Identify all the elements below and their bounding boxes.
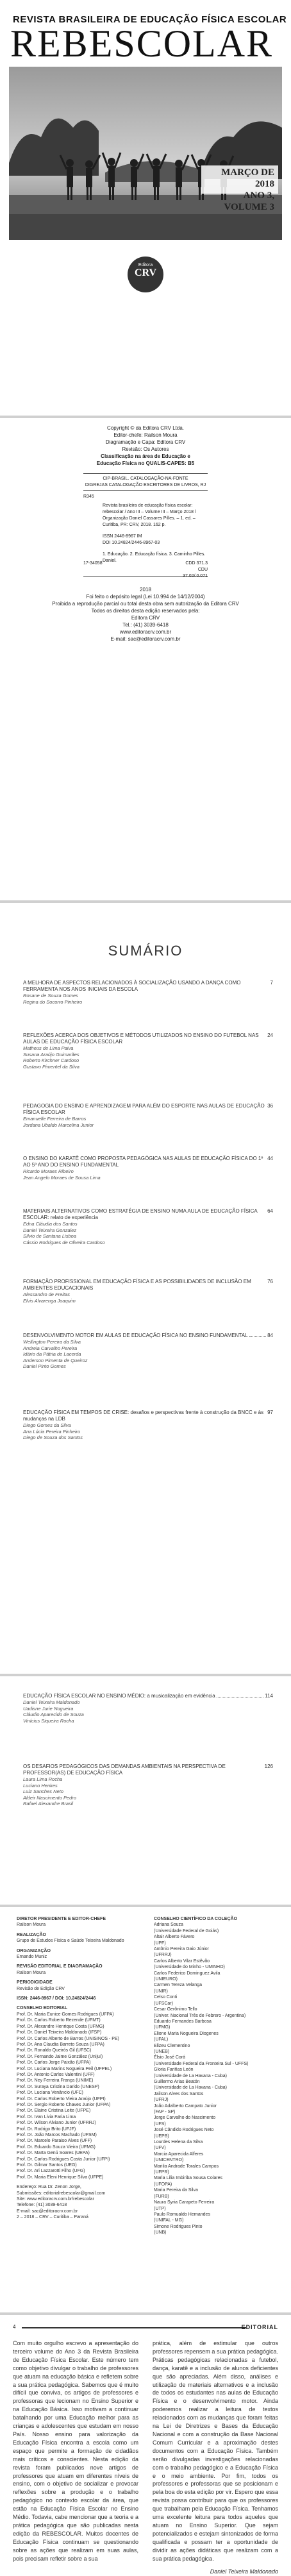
cover-subtitle: REVISTA BRASILEIRA DE EDUCAÇÃO FÍSICA ESCOLAR xyxy=(13,14,287,25)
entry-page: 36 xyxy=(267,1103,273,1109)
board-line: Carmen Tereza Velanga xyxy=(154,1983,202,1988)
board-line: (Universidade Federal da Fronteira Sul - UFFS) xyxy=(154,2061,249,2066)
board-line: Prof. Dr. Maria Eleni Henrique Silva (UFPE) xyxy=(17,2175,104,2180)
board-line: Prof. Dr. Luciana Marins Nogueira Peil (UFPEL) xyxy=(17,2066,112,2071)
editorial-label: EDITORIAL xyxy=(241,2324,278,2330)
qualis-line: Educação Física no QUALIS-CAPES: B5 xyxy=(96,460,195,466)
board-line: (UPF) xyxy=(154,1940,166,1946)
doi-line: DOI 10.24824/2446-8967-03 xyxy=(103,541,160,545)
board-page xyxy=(0,1907,291,2312)
board-line: Endereço: Rua Dr. Zenon Jorge, xyxy=(17,2185,81,2190)
entry-author: Elvis Alvarenga Joaquim xyxy=(23,1297,76,1304)
contents-title: SUMÁRIO xyxy=(108,943,183,959)
entry-page: 76 xyxy=(267,1279,273,1284)
catalog-heading xyxy=(83,476,208,489)
classification-line: Classificação na área de Educação e xyxy=(101,453,190,459)
board-line: Prof. Dr. Alexandre Henrique Costa (UFMG) xyxy=(17,2024,104,2029)
entry-author: Ricardo Moraes Ribeiro xyxy=(23,1168,74,1174)
copyright-line: Copyright © da Editora CRV Ltda. xyxy=(106,425,185,431)
catalog-code: R345 xyxy=(83,494,94,499)
board-line: Prof. Dr. Carlos Roberto Vieira Araújo (UFPI) xyxy=(17,2096,106,2101)
entry-author: Diego Gomes da Silva xyxy=(23,1422,71,1428)
catalog-heading-text: CIP-BRASIL. CATALOGAÇÃO-NA-FONTE xyxy=(103,476,188,481)
entry-author: Luciano Henkes xyxy=(23,1782,58,1789)
entry-page: 44 xyxy=(267,1156,273,1161)
board-line: (UFOPA) xyxy=(154,2182,172,2187)
entry-author: Alessandro de Freitas xyxy=(23,1292,70,1297)
board-line: Maria Pereira da Silva xyxy=(154,2188,198,2193)
board-line: (UFRJ) xyxy=(154,2098,169,2103)
contents-entry[interactable] xyxy=(23,1410,273,1441)
board-line: (UNIR) xyxy=(154,1989,168,1994)
board-line: (UNEB) xyxy=(154,2049,170,2054)
board-line: Altair Alberto Fávero xyxy=(154,1935,195,1940)
board-line: Elizeu Clementino xyxy=(154,2043,190,2048)
deposit-line-2: Proibida a reprodução parcial ou total desta obra sem autorização da Editora CRV xyxy=(52,601,239,607)
entry-author: Vinícius Siqueira Rocha xyxy=(23,1717,74,1724)
board-heading: DIRETOR PRESIDENTE E EDITOR-CHEFE xyxy=(17,1917,106,1921)
board-line: Prof. Dr. Maria Eunice Gomes Rodrigues (UFPA) xyxy=(17,2012,114,2017)
contents-entry[interactable] xyxy=(23,1103,273,1128)
board-line: (Universidade do Minho - UMINHO) xyxy=(154,1965,225,1970)
board-line: Prof. Dr. Ivan Livia Faria Lima xyxy=(17,2114,76,2119)
entry-title: DESENVOLVIMENTO MOTOR EM AULAS DE EDUCAÇÃO FÍSICA NO ENSINO FUNDAMENTAL xyxy=(23,1333,248,1338)
entry-author: Laura Lima Rocha xyxy=(23,1776,63,1782)
board-line: (UTP) xyxy=(154,2206,166,2211)
board-line: Adriana Souza xyxy=(154,1923,183,1928)
deposit-line-3: Todos os direitos desta edição reservados pela: xyxy=(91,608,200,614)
entry-author: Andreia Carvalho Pereira xyxy=(23,1345,78,1351)
contents-entry[interactable] xyxy=(23,1333,273,1370)
editorial-column-2 xyxy=(153,2339,278,2576)
board-line: (UFPR) xyxy=(154,2170,169,2175)
board-line: Prof. Dr. Gilmar Santos (UEG) xyxy=(17,2163,77,2168)
entry-page: 24 xyxy=(267,1032,273,1038)
board-line: Elione Maria Nogueira Diogenes xyxy=(154,2031,219,2036)
entry-author: Diego de Souza dos Santos xyxy=(23,1435,83,1440)
review-line: Revisão: Os Autores xyxy=(122,446,169,452)
catalog-subheading: DIGREJAS CATALOGAÇÃO ESCRITORES DE LIVROS, RJ xyxy=(85,483,206,487)
catalog-keywords: 1. Educação. 2. Educação física. 3. Caminho Pilles. Daniel. xyxy=(103,552,206,563)
entry-title: PEDAGOGIA DO ENSINO E APRENDIZAGEM PARA ALÉM DO ESPORTE NAS AULAS DE EDUCAÇÃO FÍSICA ESCOLAR xyxy=(23,1103,265,1115)
board-line: Prof. Dr. Sergio Roberto Chaves Junior (UFPA) xyxy=(17,2102,111,2107)
entry-author: Rafael Alexandre Brasil xyxy=(23,1801,74,1806)
board-heading: CONSELHO CIENTÍFICO DA COLEÇÃO xyxy=(154,1917,238,1921)
board-line: Prof. Dr. Carlos Roberto Rezende (UFMT) xyxy=(17,2018,101,2023)
board-line: (UFV) xyxy=(154,2146,166,2151)
entry-page: 114 xyxy=(265,1693,273,1699)
board-line: Prof. Dr. Luciana Venâncio (UFC) xyxy=(17,2091,83,2096)
board-heading: CONSELHO EDITORIAL xyxy=(17,2006,68,2011)
entry-author: Ana Lúcia Pereira Pinheiro xyxy=(23,1428,81,1435)
board-line: Guillermo Arias Beatón xyxy=(154,2079,200,2084)
entry-author: Emanuelle Ferreira de Barros xyxy=(23,1116,87,1122)
board-line: Prof. Dr. Ana Claudia Barreto Souza (UFPA) xyxy=(17,2042,104,2047)
entry-author: Regina do Socorro Pinheiro xyxy=(23,998,83,1005)
cover-volume: ANO 3, VOLUME 3 xyxy=(224,190,274,212)
credits-block xyxy=(0,425,291,467)
editor-chief-line: Editor-chefe: Railson Moura xyxy=(113,432,178,438)
board-line: Submissões: editorialrebescolar@gmail.com xyxy=(17,2191,106,2196)
board-line: Marcia Aparecida Alferes xyxy=(154,2151,204,2157)
board-line: (Univer. Nacional Três de Febrero - Argentina) xyxy=(154,2013,246,2018)
board-line: Naura Syria Carapeto Ferreira xyxy=(154,2200,215,2205)
publisher-phone: Tel.: (41) 3039-6418 xyxy=(122,622,169,628)
entry-page: 7 xyxy=(270,980,273,986)
cover-title: REBESCOLAR xyxy=(10,22,274,65)
credits-page xyxy=(0,418,291,900)
contents-page xyxy=(0,903,291,1674)
entry-author: Daniel Pinto Gomes xyxy=(23,1363,66,1369)
board-line: (FURB) xyxy=(154,2194,169,2199)
board-line: (Universidade Federal de Goiás) xyxy=(154,1928,219,1933)
board-line: Carlos Alberto Vilar Estêvão xyxy=(154,1958,210,1964)
board-left-column xyxy=(17,1916,142,2221)
board-line: Élsio José Corá xyxy=(154,2055,186,2060)
entry-author: Jordana Ubaldo Marcelina Junior xyxy=(23,1122,94,1128)
board-line: Lourdes Helena da Silva xyxy=(154,2140,203,2145)
contents-entry[interactable] xyxy=(23,1032,273,1070)
entry-author: Daniel Teixeira Maldonado xyxy=(23,1699,80,1705)
contents-page-continued xyxy=(0,1676,291,1905)
editorial-page xyxy=(0,2315,291,2575)
entry-title: MATERIAIS ALTERNATIVOS COMO ESTRATÉGIA DE ENSINO NUMA AULA DE EDUCAÇÃO FÍSICA ESCOLAR: relato de experiência xyxy=(23,1208,258,1220)
entry-author: Cássio Rodrigues de Oliveira Cardoso xyxy=(23,1239,105,1245)
year-line: 2018 xyxy=(140,587,151,593)
contents-entry[interactable] xyxy=(23,980,273,1005)
leader-dots xyxy=(217,1693,264,1697)
entry-author: Matheus de Lima Paiva xyxy=(23,1045,74,1051)
board-line: Marilia Andrade Torales Campos xyxy=(154,2164,219,2169)
board-line: (FAP - SP) xyxy=(154,2110,176,2114)
editorial-column-2-text: prática, além de estimular que outros professores repensem a sua prática pedagógica. Práticas pedagógicas relacionadas a futebol, dança, karatê e a inclusão de alunos deficientes que são apreciadas. Além disso, análises e utilização de materiais alternativos e a inclusão de todos os estudantes nas aulas de Educação Física e o desenvolvimento motor. Ainda poderemos realizar a leitura de textos relacionados com as mudanças que foram feitas na Lei de Diretrizes e Bases da Educação Nacional e com a construção da Base Nacional Comum Curricular e a aproximação destes documentos com a Educação Física. Também serão divulgadas investigações relacionadas com o trabalho pedagógico e a Educação Física e o meio ambiente. Por fim, todos os professores e professoras que se posicionam e pela boa do esta edição por vir. Espero que essa revista possa contribuir para que os professores que trabalham pela Educação Física. Tenhamos uma excelente leitura para todos aqueles que atuam no Ensino Superior. Que sejam potencializados e estejam sintonizados de forma qualificada e possam ter a oportunidade de dividir as ações didáticas que realizam com a sua prática pedagógica. xyxy=(153,2340,278,2562)
board-line: (UFSCar) xyxy=(154,2001,173,2006)
editorial-signature: Daniel Teixeira Maldonado xyxy=(210,2568,278,2575)
board-line: (UFMG) xyxy=(154,2025,170,2030)
board-line: Simone Rodrigues Pinto xyxy=(154,2224,203,2229)
cover-page xyxy=(0,0,291,416)
board-line: 2 – 2018 – CRV – Curitiba – Paraná xyxy=(17,2215,88,2220)
entry-author: Wellington Pereira da Silva xyxy=(23,1339,81,1345)
entry-author: Luiz Sanches Neto xyxy=(23,1789,63,1794)
catalog-body: Revista brasileira de educação física escolar: rebescolar / Ano III – Volume III – Março 2018 / Organização Daniel Cassares Pilles. – 1. ed. – Curitiba, PR: CRV, 2018. 162 p. xyxy=(103,503,196,527)
board-line: Prof. Dr. Marta Genú Soares (UEPA) xyxy=(17,2151,90,2156)
cover-date-box xyxy=(201,165,278,212)
board-line: (UNICENTRO) xyxy=(154,2158,184,2163)
contents-entry[interactable] xyxy=(23,1279,273,1304)
board-line: Prof. Dr. Antonio Carlos Valentini (UFF) xyxy=(17,2072,95,2077)
contents-entry[interactable] xyxy=(23,1764,273,1807)
entry-title: A MELHORA DE ASPECTOS RELACIONADOS À SOCIALIZAÇÃO USANDO A DANÇA COMO FERRAMENTA NOS ANOS INICIAIS DA ESCOLA xyxy=(23,980,241,992)
board-line: Prof. Dr. Rodrigo Brito (UFJF) xyxy=(17,2126,76,2132)
board-heading: ISSN: 2446-8967 / DOI: 10.24824/2446 xyxy=(17,1996,96,2001)
entry-author: Rosane de Souza Gomes xyxy=(23,993,78,998)
crv-logo xyxy=(128,257,163,292)
board-line: Jailson Alves dos Santos xyxy=(154,2091,204,2096)
editorial-column-1: Com muito orgulho escrevo a apresentação do terceiro volume do Ano 3 da Revista Brasileira de Educação Física Escolar. Este número tem como objetivo divulgar o trabalho de professores que atuam na educação básica e refletem sobre a sua prática pedagógica. Sabemos que é muito difícil que conviva, os artigos de professores e professoras que lecionam no Ensino Superior e na Educação Básica. Isso motivam a continuar batalhando por uma Educação melhor para as crianças e adolescentes que estudam em nosso País. Nosso ensino para valorização da Educação Física encontra a escola como um espaço que permite a formação de cidadãos mais críticos e conscientes. Nesta edição da revista foram publicados nove artigos de professores que atuam em diferentes níveis de ensino, com o objetivo de socializar e provocar reflexões sobre a produção e o trabalho pedagógico no contexto escolar da área, que estão na Educação Física Escolar no Ensino Médio. Todavia, cabe mencionar que a teoria e a prática pedagógica que são publicadas nesta edição da REBESCOLAR. Muitos docentes de Educação Física continuam se questionando sobre as ações que realizam em suas aulas, pois precisam refletir sobre a sua xyxy=(13,2340,138,2562)
board-line: Celso Conti xyxy=(154,1995,178,2000)
board-heading: PERIODICIDADE xyxy=(17,1980,53,1985)
entry-author: Aldeir Nascimento Pedro xyxy=(23,1794,76,1801)
entry-title: OS DESAFIOS PEDAGÓGICOS DAS DEMANDAS AMBIENTAIS NA PERSPECTIVA DE PROFESSOR(AS) DE EDUCAÇÃO FÍSICA xyxy=(23,1764,226,1776)
entry-author: Edna Cláudia dos Santos xyxy=(23,1221,78,1227)
board-line: Prof. Dr. João Marcos Machado (UFSM) xyxy=(17,2133,97,2137)
board-line: Revisão de Edição CRV xyxy=(17,1986,65,1991)
entry-author: Roberto Kirchner Cardoso xyxy=(23,1057,79,1063)
board-right-column xyxy=(154,1916,279,2236)
board-line: Prof. Dr. Eduardo Souza Vieira (UFMG) xyxy=(17,2144,96,2150)
board-heading: REALIZAÇÃO xyxy=(17,1932,46,1937)
contents-entry[interactable] xyxy=(23,1693,273,1724)
board-line: Cesar Gerônimo Tello xyxy=(154,2007,197,2012)
entry-title: REFLEXÕES ACERCA DOS OBJETIVOS E MÉTODOS UTILIZADOS NO ENSINO DO FUTEBOL NAS AULAS DE EDUCAÇÃO FÍSICA ESCOLAR xyxy=(23,1032,259,1045)
catalog-bottom-rule xyxy=(83,576,208,577)
board-line: Railson Moura xyxy=(17,1970,46,1975)
board-line: Grupo de Estudos Física e Saúde Teixeira Maldonado xyxy=(17,1939,124,1944)
cdu-line: CDU xyxy=(197,568,208,572)
board-line: (Universidade de La Havana - Cuba) xyxy=(154,2073,228,2078)
entry-title: FORMAÇÃO PROFISSIONAL EM EDUCAÇÃO FÍSICA E AS POSSIBILIDADES DE INCLUSÃO EM AMBIENTES EDUCACIONAIS xyxy=(23,1279,251,1291)
cover-photo xyxy=(9,67,282,240)
board-line: Railson Moura xyxy=(17,1923,46,1928)
contents-entry[interactable] xyxy=(23,1156,273,1181)
catalog-issn xyxy=(103,534,208,546)
board-line: Prof. Dr. Suraya Cristina Darido (UNESP) xyxy=(17,2084,99,2089)
board-line: João Adalberto Campato Junior xyxy=(154,2103,217,2109)
board-line: (UNB) xyxy=(154,2230,167,2235)
contents-entry[interactable] xyxy=(23,1208,273,1245)
board-line: Prof. Dr. Fernando Jaime González (Unijuí) xyxy=(17,2054,103,2059)
publisher-site[interactable]: www.editoracrv.com.br xyxy=(119,629,172,635)
cdd-line: CDD 371.3 xyxy=(185,561,208,566)
entry-author: Sílvio de Santana Lisboa xyxy=(23,1233,76,1239)
board-line: Prof. Dr. Ney Ferreira França (UNIME) xyxy=(17,2078,94,2084)
board-line: Ernando Muniz xyxy=(17,1955,47,1960)
entry-author: Uadisne Jurie Nogueira xyxy=(23,1705,74,1712)
board-line: Prof. Dr. Carlos Rodrigues Costa Junior (UFPI) xyxy=(17,2157,110,2162)
board-line: Gloria Fariñas León xyxy=(154,2067,194,2073)
catalog-top-rule xyxy=(83,473,208,474)
entry-author: Cláudio Aparecido de Souza xyxy=(23,1712,84,1717)
board-line: Prof. Dr. Wilson Alviano Junior (UFRRJ) xyxy=(17,2121,96,2126)
header-rule xyxy=(22,2327,246,2328)
board-line: Telefone: (41) 3039-6418 xyxy=(17,2203,67,2208)
board-line: Prof. Dr. Carlos Alberto de Barros (UNISINOS - PE) xyxy=(17,2036,119,2041)
entry-page: 84 xyxy=(267,1333,273,1338)
entry-page: 126 xyxy=(264,1764,273,1769)
board-line: (UFAL) xyxy=(154,2037,169,2042)
layout-line: Diagramação e Capa: Editora CRV xyxy=(105,439,186,445)
crv-logo-top: Editora xyxy=(138,263,153,267)
entry-author: Daniel Teixeira Gonzalez xyxy=(23,1227,77,1233)
entry-title: EDUCAÇÃO FÍSICA EM TEMPOS DE CRISE: desafios e perspectivas frente à construção da BNCC e às mudanças na LDB xyxy=(23,1410,264,1422)
board-line: Paulo Romualdo Hernandes xyxy=(154,2212,210,2217)
board-line: Antônio Pereira Gaio Júnior xyxy=(154,1947,209,1952)
catalog-date-code: 17-34058 xyxy=(83,561,103,566)
page-number: 4 xyxy=(13,2324,16,2330)
board-line: Prof. Dr. Carlos Jorge Paixão (UFPA) xyxy=(17,2060,91,2066)
board-line: Carlos Federico Dominguez Avila xyxy=(154,1971,220,1976)
publisher-email[interactable]: E-mail: sac@editoracrv.com.br xyxy=(110,636,181,642)
board-line: Maria Lília Imbiriba Sousa Colares xyxy=(154,2176,222,2181)
leader-dots xyxy=(249,1333,267,1337)
entry-author: Gustavo Pimentel da Silva xyxy=(23,1063,79,1070)
board-line: (Universidade de La Havana - Cuba) xyxy=(154,2085,228,2091)
publisher-name: Editora CRV xyxy=(131,615,160,621)
deposit-block xyxy=(0,586,291,643)
board-line: Prof. Dr. Daniel Teixeira Maldonado (IFSP) xyxy=(17,2030,102,2035)
entry-author: Anderson Pimenta de Queiroz xyxy=(23,1357,88,1363)
entry-author: Jean Angelo Moraes de Sousa Lima xyxy=(23,1174,101,1181)
editorial-header xyxy=(13,2324,278,2332)
board-line: E-mail: sac@editoracrv.com.br xyxy=(17,2209,78,2214)
catalog-mid-rule xyxy=(83,490,208,491)
board-line: (UNIEURO) xyxy=(154,1977,178,1982)
board-line: José Cândido Rodrigues Neto xyxy=(154,2128,214,2133)
deposit-line-1: Foi feito o depósito legal (Lei 10.994 de 14/12/2004) xyxy=(86,594,205,600)
board-line: Prof. Dr. Elaine Cristina Leite (UFPE) xyxy=(17,2109,91,2114)
board-line: (UFS) xyxy=(154,2121,166,2126)
board-line: (UEPB) xyxy=(154,2134,169,2139)
entry-title: O ENSINO DO KARATÊ COMO PROPOSTA PEDAGÓGICA NAS AULAS DE EDUCAÇÃO FÍSICA DO 1º AO 5º ANO DO ENSINO FUNDAMENTAL xyxy=(23,1156,263,1168)
board-line: Prof. Dr. Ari Lazzarotti Filho (UFG) xyxy=(17,2169,85,2174)
crv-logo-name: CRV xyxy=(134,267,157,278)
board-line: Site: www.editoracrv.com.br/rebescolar xyxy=(17,2197,94,2202)
board-line: Jorge Carvalho do Nascimento xyxy=(154,2116,216,2121)
entry-page: 64 xyxy=(267,1208,273,1214)
board-line: Prof. Dr. Marcelo Paraiso Alves (UFF) xyxy=(17,2139,92,2144)
board-heading: ORGANIZAÇÃO xyxy=(17,1948,51,1953)
cover-date: MARÇO DE 2018 xyxy=(221,167,274,189)
issn-line: ISSN 2446-8967 IM xyxy=(103,534,142,539)
board-line: Prof. Dr. Ronaldo Queirós Gil (UFSC) xyxy=(17,2048,92,2053)
catalog-cdd xyxy=(173,560,208,580)
board-line: (UNIFAL - MG) xyxy=(154,2218,184,2223)
entry-title: EDUCAÇÃO FÍSICA ESCOLAR NO ENSINO MÉDIO: a musicalização em evidência xyxy=(23,1693,215,1699)
board-line: Eduardo Fernandes Barbosa xyxy=(154,2019,212,2024)
board-heading: REVISÃO EDITORIAL E DIAGRAMAÇÃO xyxy=(17,1964,103,1969)
entry-author: Idário da Pátria de Lacerda xyxy=(23,1351,81,1357)
entry-author: Susana Araújo Guimarães xyxy=(23,1051,79,1057)
entry-page: 97 xyxy=(267,1410,273,1415)
board-line: (UFRRJ) xyxy=(154,1953,172,1958)
